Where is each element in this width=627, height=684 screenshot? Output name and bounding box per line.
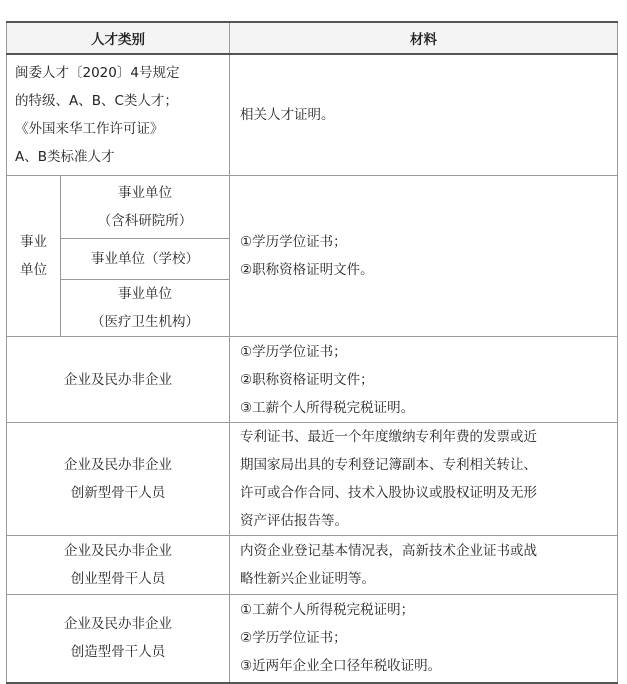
subcategory-line: 事业单位 [118,286,172,302]
material-line: ③工薪个人所得税完税证明。 [240,399,415,416]
category-cell [7,337,230,423]
group-label-line: 事业 [20,234,47,250]
subcategory-cell [61,176,230,239]
category-cell [7,54,230,176]
material-cell [230,536,618,595]
category-line: 的特级、A、B、C类人才； [15,93,178,109]
material-line: 相关人才证明。 [240,107,335,123]
material-line: ②职称资格证明文件； [240,371,374,388]
header-category: 人才类别 [7,22,230,54]
category-line: 企业及民办非企业 [64,616,172,633]
material-line: ②学历学位证书； [240,630,347,647]
category-line: 企业及民办非企业 [64,371,172,388]
subcategory-line: （含科研院所） [97,213,193,229]
material-line: ①学历学位证书； [240,234,347,250]
material-cell [230,54,618,176]
category-cell [7,536,230,595]
material-line: 内资企业登记基本情况表，高新技术企业证书或战 [240,543,537,559]
category-line: 创新型骨干人员 [70,485,166,501]
material-cell [230,423,618,536]
material-line: ③近两年企业全口径年税收证明。 [240,658,442,675]
subcategory-cell [61,280,230,337]
category-line: A、B类标准人才 [15,149,115,165]
table-row [7,54,618,176]
group-label-line: 单位 [20,262,47,278]
table-row [7,176,618,239]
group-cell [7,176,61,337]
table-row [7,423,618,536]
talent-materials-table [6,21,618,684]
table-header-row [7,22,618,54]
material-line: ①学历学位证书； [240,343,347,360]
category-line: 企业及民办非企业 [64,457,172,473]
material-line: 期国家局出具的专利登记簿副本、专利相关转让、 [240,457,537,473]
table-row [7,337,618,423]
category-line: 创造型骨干人员 [70,644,166,661]
category-line: 《外国来华工作许可证》 [15,121,164,137]
category-cell [7,423,230,536]
material-line: ①工薪个人所得税完税证明； [240,602,415,619]
subcategory-line: 事业单位 [118,185,172,201]
subcategory-line: （医疗卫生机构） [91,314,199,330]
table-row [7,595,618,683]
subcategory-line: 事业单位（学校） [91,251,199,267]
category-line: 企业及民办非企业 [64,543,172,559]
material-line: ②职称资格证明文件。 [240,262,374,278]
material-cell [230,595,618,683]
subcategory-cell [61,239,230,280]
category-line: 创业型骨干人员 [70,571,166,587]
material-line: 专利证书、最近一个年度缴纳专利年费的发票或近 [240,429,537,445]
material-line: 资产评估报告等。 [240,513,348,529]
material-line: 略性新兴企业证明等。 [240,571,375,587]
category-line: 闽委人才〔2020〕4号规定 [15,65,180,81]
material-line: 许可或合作合同、技术入股协议或股权证明及无形 [240,485,537,501]
material-cell [230,176,618,337]
material-cell [230,337,618,423]
category-cell [7,595,230,683]
table-row [7,536,618,595]
header-material: 材料 [230,22,618,54]
